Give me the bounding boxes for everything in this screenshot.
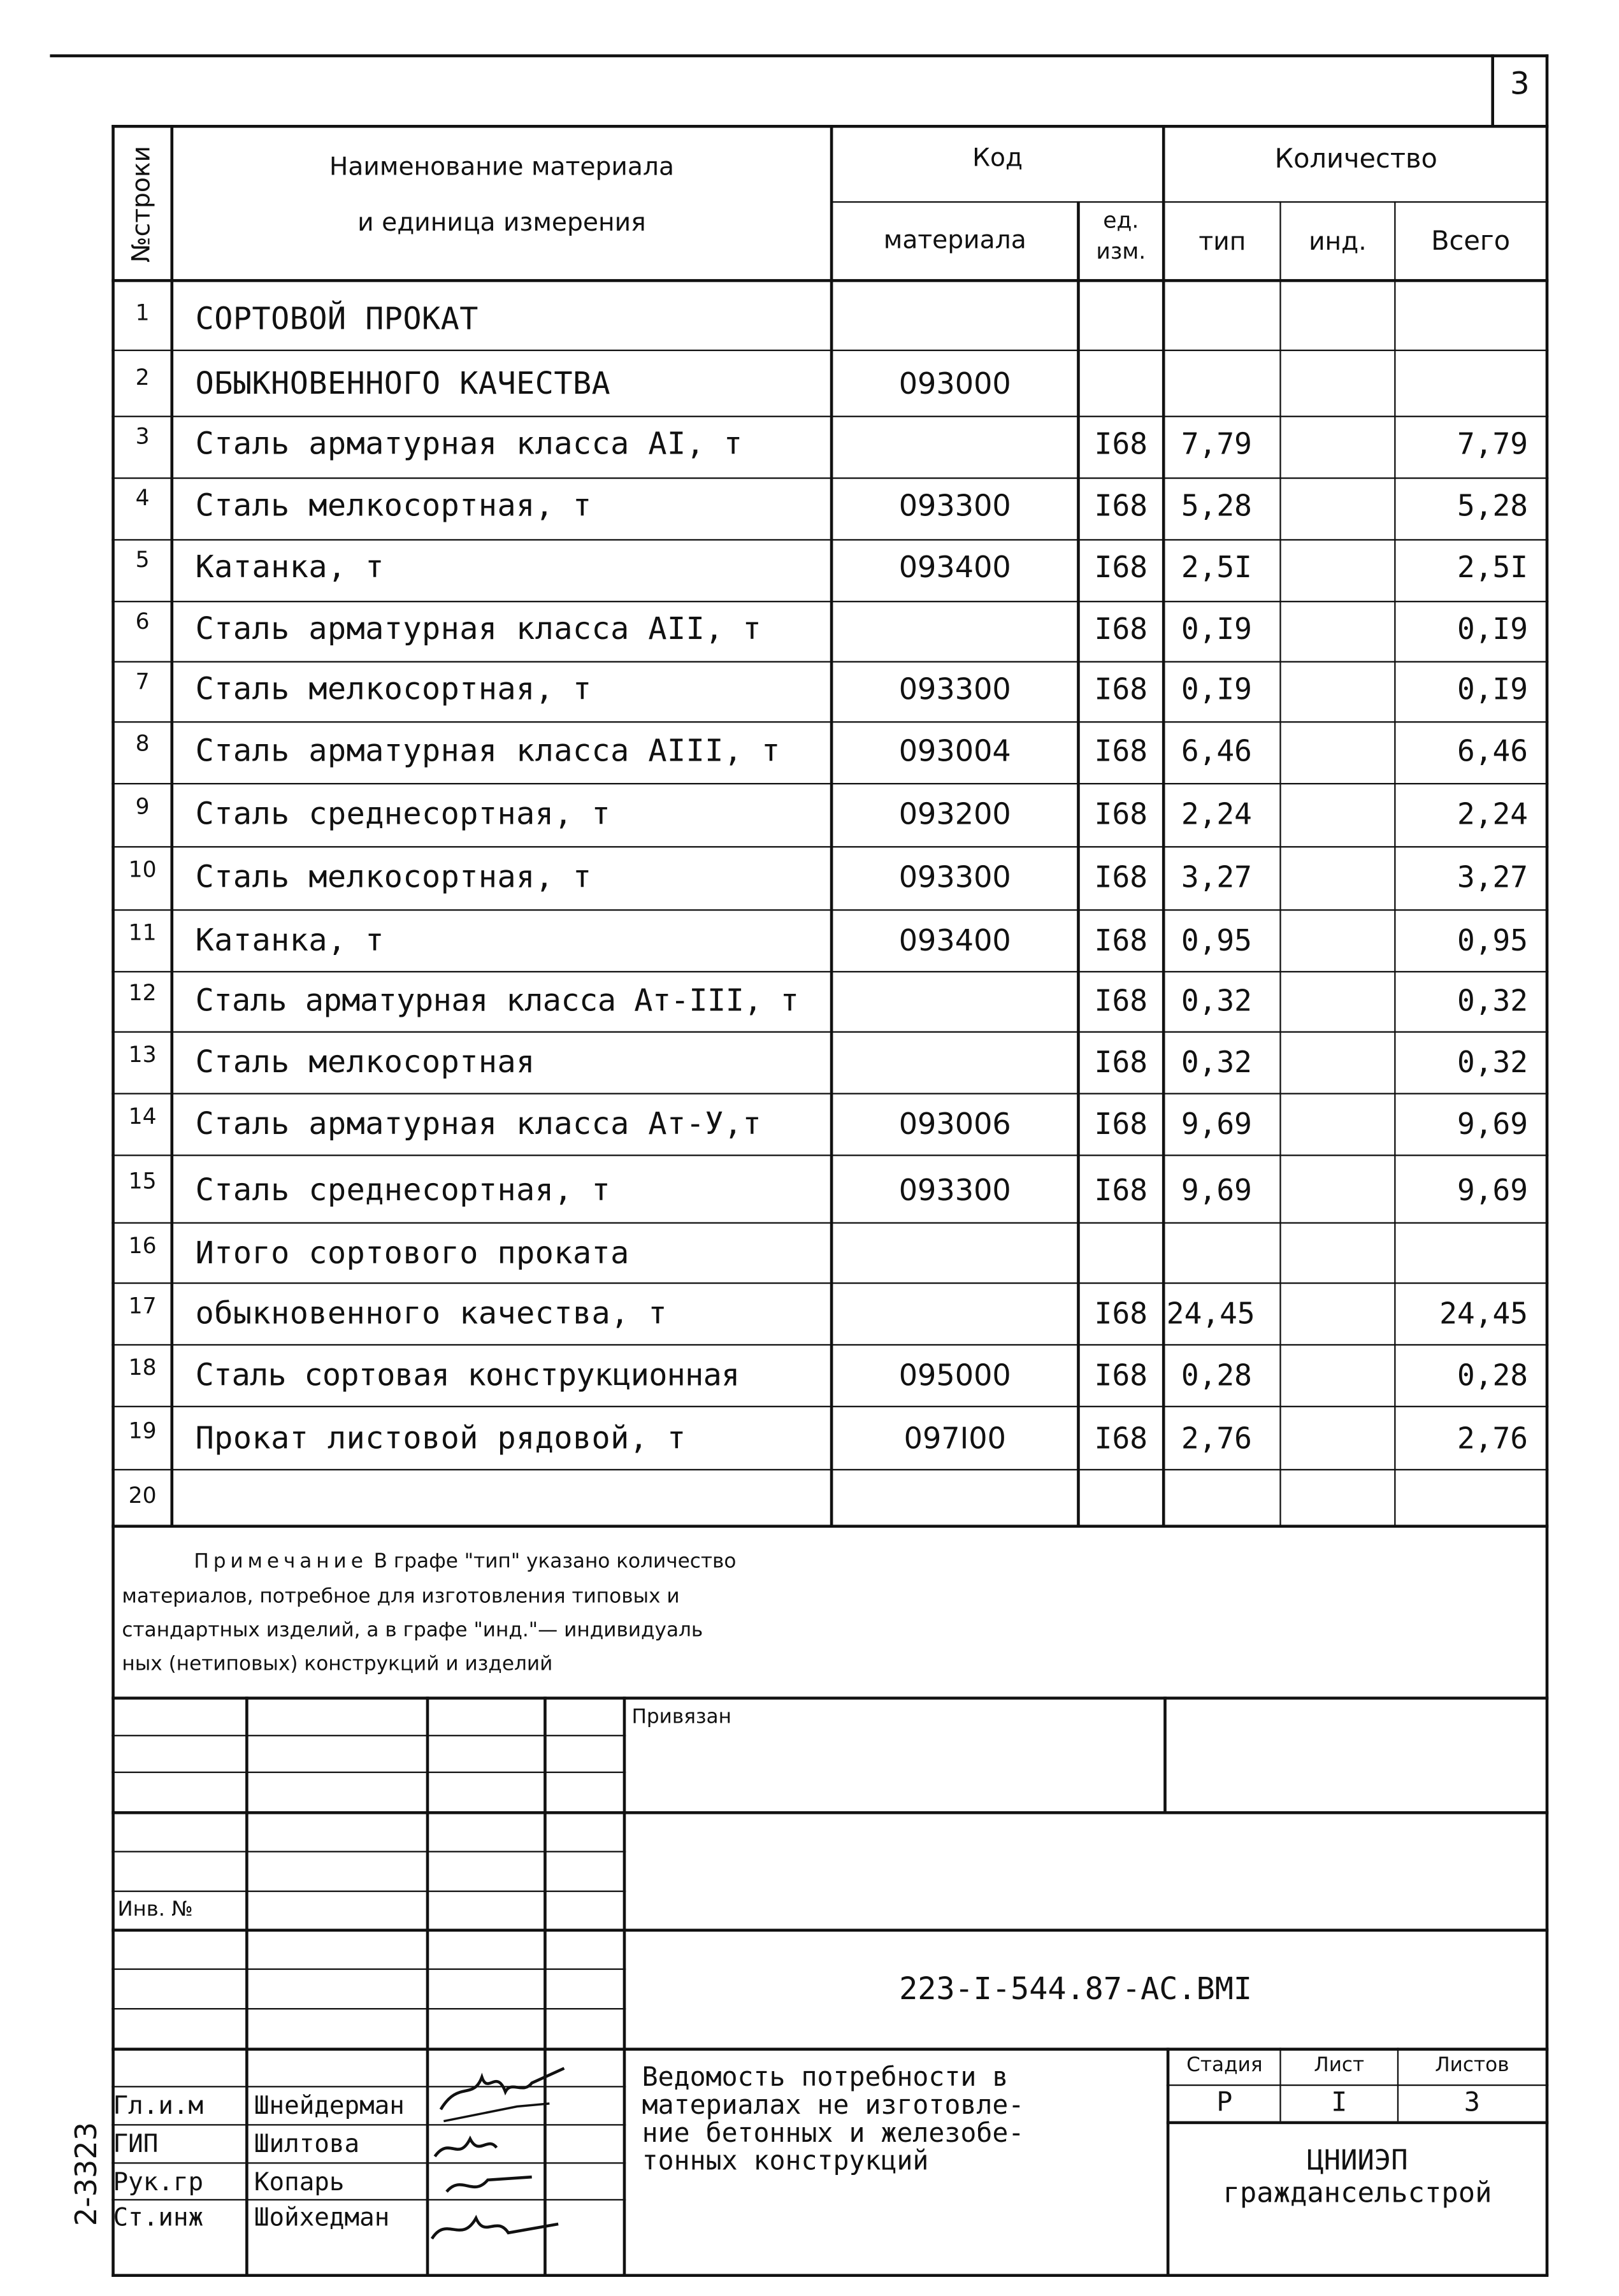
row-number: 2 [135, 364, 150, 391]
unit-code: I68 [1094, 549, 1148, 585]
inventory-number-label: Инв. № [117, 1898, 193, 1921]
type-quantity: 9,69 [1181, 1106, 1252, 1142]
unit-code: I68 [1094, 1044, 1148, 1080]
organization-line1: ЦНИИЭП [1307, 2144, 1408, 2178]
privyazan-label: Привязан [631, 1705, 731, 1729]
material-name: Прокат листовой рядовой, т [195, 1420, 686, 1456]
unit-code: I68 [1094, 796, 1148, 832]
type-quantity: 7,79 [1181, 426, 1252, 462]
row-line [112, 477, 1548, 478]
handwritten-signatures [429, 2051, 605, 2274]
document-title-line3: ние бетонных и железобе- [642, 2118, 1025, 2149]
row-line [112, 1282, 1548, 1284]
row-line [112, 416, 1548, 417]
row-line [112, 1469, 1548, 1470]
row-line [112, 1154, 1548, 1156]
total-quantity: 2,24 [1457, 796, 1529, 832]
document-title-line4: тонных конструкций [642, 2146, 929, 2178]
page-number: 3 [1509, 66, 1530, 102]
note-line3: стандартных изделий, а в графе "инд."— индивидуаль [122, 1618, 703, 1642]
total-quantity: 9,69 [1457, 1172, 1529, 1208]
row-line [112, 601, 1548, 602]
material-code: 093004 [898, 733, 1011, 768]
row-number: 1 [135, 299, 150, 326]
stamp-vline [245, 1697, 248, 2275]
material-name: Сталь среднесортная, т [195, 796, 611, 832]
material-code: 093200 [898, 796, 1011, 832]
material-name: Катанка, т [195, 922, 384, 958]
stamp-top [112, 1697, 1548, 1700]
type-quantity: 0,I9 [1181, 671, 1252, 707]
row-line [112, 539, 1548, 540]
total-quantity: 5,28 [1457, 487, 1529, 523]
type-quantity: 2,5I [1181, 549, 1252, 585]
total-quantity: 24,45 [1439, 1295, 1529, 1331]
stamp-bottom [112, 2274, 1548, 2277]
stamp-line [112, 2048, 1548, 2051]
material-code: 093006 [898, 1106, 1011, 1142]
unit-code: I68 [1094, 487, 1148, 523]
stamp-vline [623, 1697, 626, 2275]
material-name: Сталь арматурная класса Ат-У,т [195, 1106, 762, 1142]
material-name: Сталь мелкосортная, т [195, 487, 592, 523]
signatory-role: Гл.и.м [113, 2092, 204, 2121]
material-code: 093300 [898, 1172, 1011, 1208]
row-number: 14 [128, 1103, 157, 1130]
stamp-line [112, 1929, 1548, 1932]
type-quantity: 2,76 [1181, 1420, 1252, 1456]
material-name: Сталь сортовая конструкционная [195, 1357, 740, 1393]
note-line2: материалов, потребное для изготовления типовых и [122, 1584, 680, 1609]
total-quantity: 0,95 [1457, 922, 1529, 958]
stamp-line [112, 2008, 626, 2009]
material-name: Катанка, т [195, 549, 384, 585]
type-quantity: 0,32 [1181, 982, 1252, 1018]
sheet-value: I [1331, 2087, 1348, 2118]
unit-code-header-line2: изм. [1096, 238, 1146, 265]
unit-code: I68 [1094, 922, 1148, 958]
row-number: 4 [135, 484, 150, 512]
material-name: Сталь мелкосортная, т [195, 671, 592, 707]
note-line4: ных (нетиповых) конструкций и изделий [122, 1653, 553, 1676]
row-number: 16 [128, 1232, 157, 1259]
material-code: 093000 [898, 366, 1011, 401]
frame-right [1546, 54, 1549, 2275]
unit-code: I68 [1094, 1106, 1148, 1142]
material-code: 093300 [898, 487, 1011, 523]
unit-code: I68 [1094, 982, 1148, 1018]
side-document-number: 2-3323 [68, 2121, 103, 2227]
row-number: 12 [128, 979, 157, 1007]
sheets-value: 3 [1464, 2087, 1480, 2118]
material-name: Сталь арматурная класса АII, т [195, 611, 762, 647]
sheets-label: Листов [1435, 2053, 1509, 2077]
material-code: 095000 [898, 1357, 1011, 1393]
row-line [112, 721, 1548, 722]
unit-code: I68 [1094, 1420, 1148, 1456]
total-quantity: 0,28 [1457, 1357, 1529, 1393]
unit-code: I68 [1094, 671, 1148, 707]
material-code-header: материала [883, 226, 1026, 256]
stamp-line [112, 1969, 626, 1970]
name-header-line1: Наименование материала [329, 152, 674, 182]
material-name: Сталь мелкосортная, т [195, 859, 592, 895]
row-number: 9 [135, 793, 150, 820]
type-quantity: 24,45 [1166, 1295, 1255, 1331]
row-number-header: №строки [127, 145, 157, 263]
signatory-name: Шойхедман [254, 2203, 390, 2233]
row-number: 5 [135, 546, 150, 573]
stamp-vline [1163, 1697, 1167, 1812]
header-subline [831, 201, 1548, 203]
material-name: ОБЫКНОВЕННОГО КАЧЕСТВА [195, 366, 611, 401]
type-quantity: 0,32 [1181, 1044, 1252, 1080]
total-quantity: 3,27 [1457, 859, 1529, 895]
row-line [112, 350, 1548, 351]
row-line [112, 661, 1548, 663]
unit-code: I68 [1094, 1172, 1148, 1208]
note-first-line [194, 1547, 736, 1577]
row-line [112, 1093, 1548, 1094]
row-number: 19 [128, 1417, 157, 1444]
top-rule [50, 54, 1548, 57]
stage-value: Р [1216, 2087, 1233, 2118]
unit-code: I68 [1094, 1295, 1148, 1331]
signatory-name: Шилтова [254, 2130, 360, 2160]
row-line [112, 1031, 1548, 1033]
material-name: обыкновенного качества, т [195, 1295, 668, 1331]
type-quantity: 0,28 [1181, 1357, 1252, 1393]
stamp-line [112, 1811, 1548, 1814]
type-quantity: 5,28 [1181, 487, 1252, 523]
stamp-line [112, 1735, 626, 1736]
type-qty-header: тип [1198, 227, 1246, 257]
col-line-type [1279, 201, 1281, 1526]
row-number: 13 [128, 1041, 157, 1068]
row-line [112, 846, 1548, 847]
row-number: 15 [128, 1168, 157, 1195]
unit-code: I68 [1094, 859, 1148, 895]
quantity-group-header: Количество [1274, 143, 1437, 175]
material-name: Сталь арматурная класса АI, т [195, 426, 743, 462]
sheet-label: Лист [1314, 2053, 1365, 2077]
material-code: 097I00 [903, 1420, 1006, 1456]
code-group-header: Код [972, 143, 1023, 174]
total-quantity: 9,69 [1457, 1106, 1529, 1142]
document-code: 223-I-544.87-АС.ВМI [899, 1971, 1253, 2007]
row-number: 7 [135, 668, 150, 695]
col-line-rowno [170, 125, 173, 1526]
row-line [112, 1344, 1548, 1345]
row-number: 10 [128, 856, 157, 883]
row-line [112, 971, 1548, 972]
material-code: 093300 [898, 671, 1011, 707]
row-number: 6 [135, 608, 150, 635]
row-number: 18 [128, 1354, 157, 1381]
unit-code: I68 [1094, 611, 1148, 647]
material-name: Итого сортового проката [195, 1235, 630, 1271]
ind-qty-header: инд. [1309, 227, 1367, 257]
total-quantity: 0,32 [1457, 1044, 1529, 1080]
unit-code: I68 [1094, 1357, 1148, 1393]
row-number: 3 [135, 423, 150, 450]
total-quantity: 0,32 [1457, 982, 1529, 1018]
organization-line2: граждансельстрой [1223, 2177, 1492, 2209]
total-quantity: 2,76 [1457, 1420, 1529, 1456]
stamp-line [112, 1891, 626, 1892]
type-quantity: 9,69 [1181, 1172, 1252, 1208]
total-quantity: 2,5I [1457, 549, 1529, 585]
signatory-role: Рук.гр [113, 2168, 204, 2198]
type-quantity: 2,24 [1181, 796, 1252, 832]
signatory-name: Шнейдерман [254, 2092, 405, 2121]
row-number: 11 [128, 919, 157, 946]
row-number: 20 [128, 1482, 157, 1509]
unit-code: I68 [1094, 426, 1148, 462]
stage-label: Стадия [1186, 2053, 1263, 2077]
row-line [112, 909, 1548, 910]
note-line1: В графе "тип" указано количество [373, 1549, 737, 1574]
name-header-line2: и единица измерения [357, 208, 646, 238]
signatory-role: ГИП [113, 2130, 159, 2160]
type-quantity: 6,46 [1181, 733, 1252, 768]
material-code: 093400 [898, 922, 1011, 958]
type-quantity: 0,I9 [1181, 611, 1252, 647]
stamp-line [112, 1772, 626, 1773]
signatory-role: Ст.инж [113, 2203, 204, 2233]
type-quantity: 0,95 [1181, 922, 1252, 958]
note-title: Примечание [194, 1549, 368, 1574]
unit-code-header-line1: ед. [1103, 207, 1139, 234]
material-name: Сталь среднесортная, т [195, 1172, 611, 1208]
material-name: СОРТОВОЙ ПРОКАТ [195, 301, 479, 337]
document-title-line2: материалах не изготовле- [642, 2090, 1025, 2121]
material-name: Сталь арматурная класса АIII, т [195, 733, 781, 768]
material-code: 093400 [898, 549, 1011, 585]
unit-code: I68 [1094, 733, 1148, 768]
signatory-name: Копарь [254, 2168, 345, 2198]
stamp-line [1167, 2121, 1549, 2125]
row-line [112, 1222, 1548, 1223]
total-quantity: 0,I9 [1457, 671, 1529, 707]
material-name: Сталь арматурная класса Ат-III, т [195, 982, 799, 1018]
stamp-line [112, 1851, 626, 1852]
type-quantity: 3,27 [1181, 859, 1252, 895]
row-number: 8 [135, 729, 150, 757]
row-number: 17 [128, 1293, 157, 1319]
total-quantity: 7,79 [1457, 426, 1529, 462]
stamp-line [1167, 2084, 1549, 2086]
row-line [112, 1406, 1548, 1407]
document-title-line1: Ведомость потребности в [642, 2062, 1009, 2093]
total-quantity: 0,I9 [1457, 611, 1529, 647]
row-line [112, 783, 1548, 784]
material-code: 093300 [898, 859, 1011, 895]
total-quantity: 6,46 [1457, 733, 1529, 768]
frame-left [112, 125, 115, 2277]
total-qty-header: Всего [1431, 226, 1511, 257]
material-name: Сталь мелкосортная [195, 1044, 535, 1080]
